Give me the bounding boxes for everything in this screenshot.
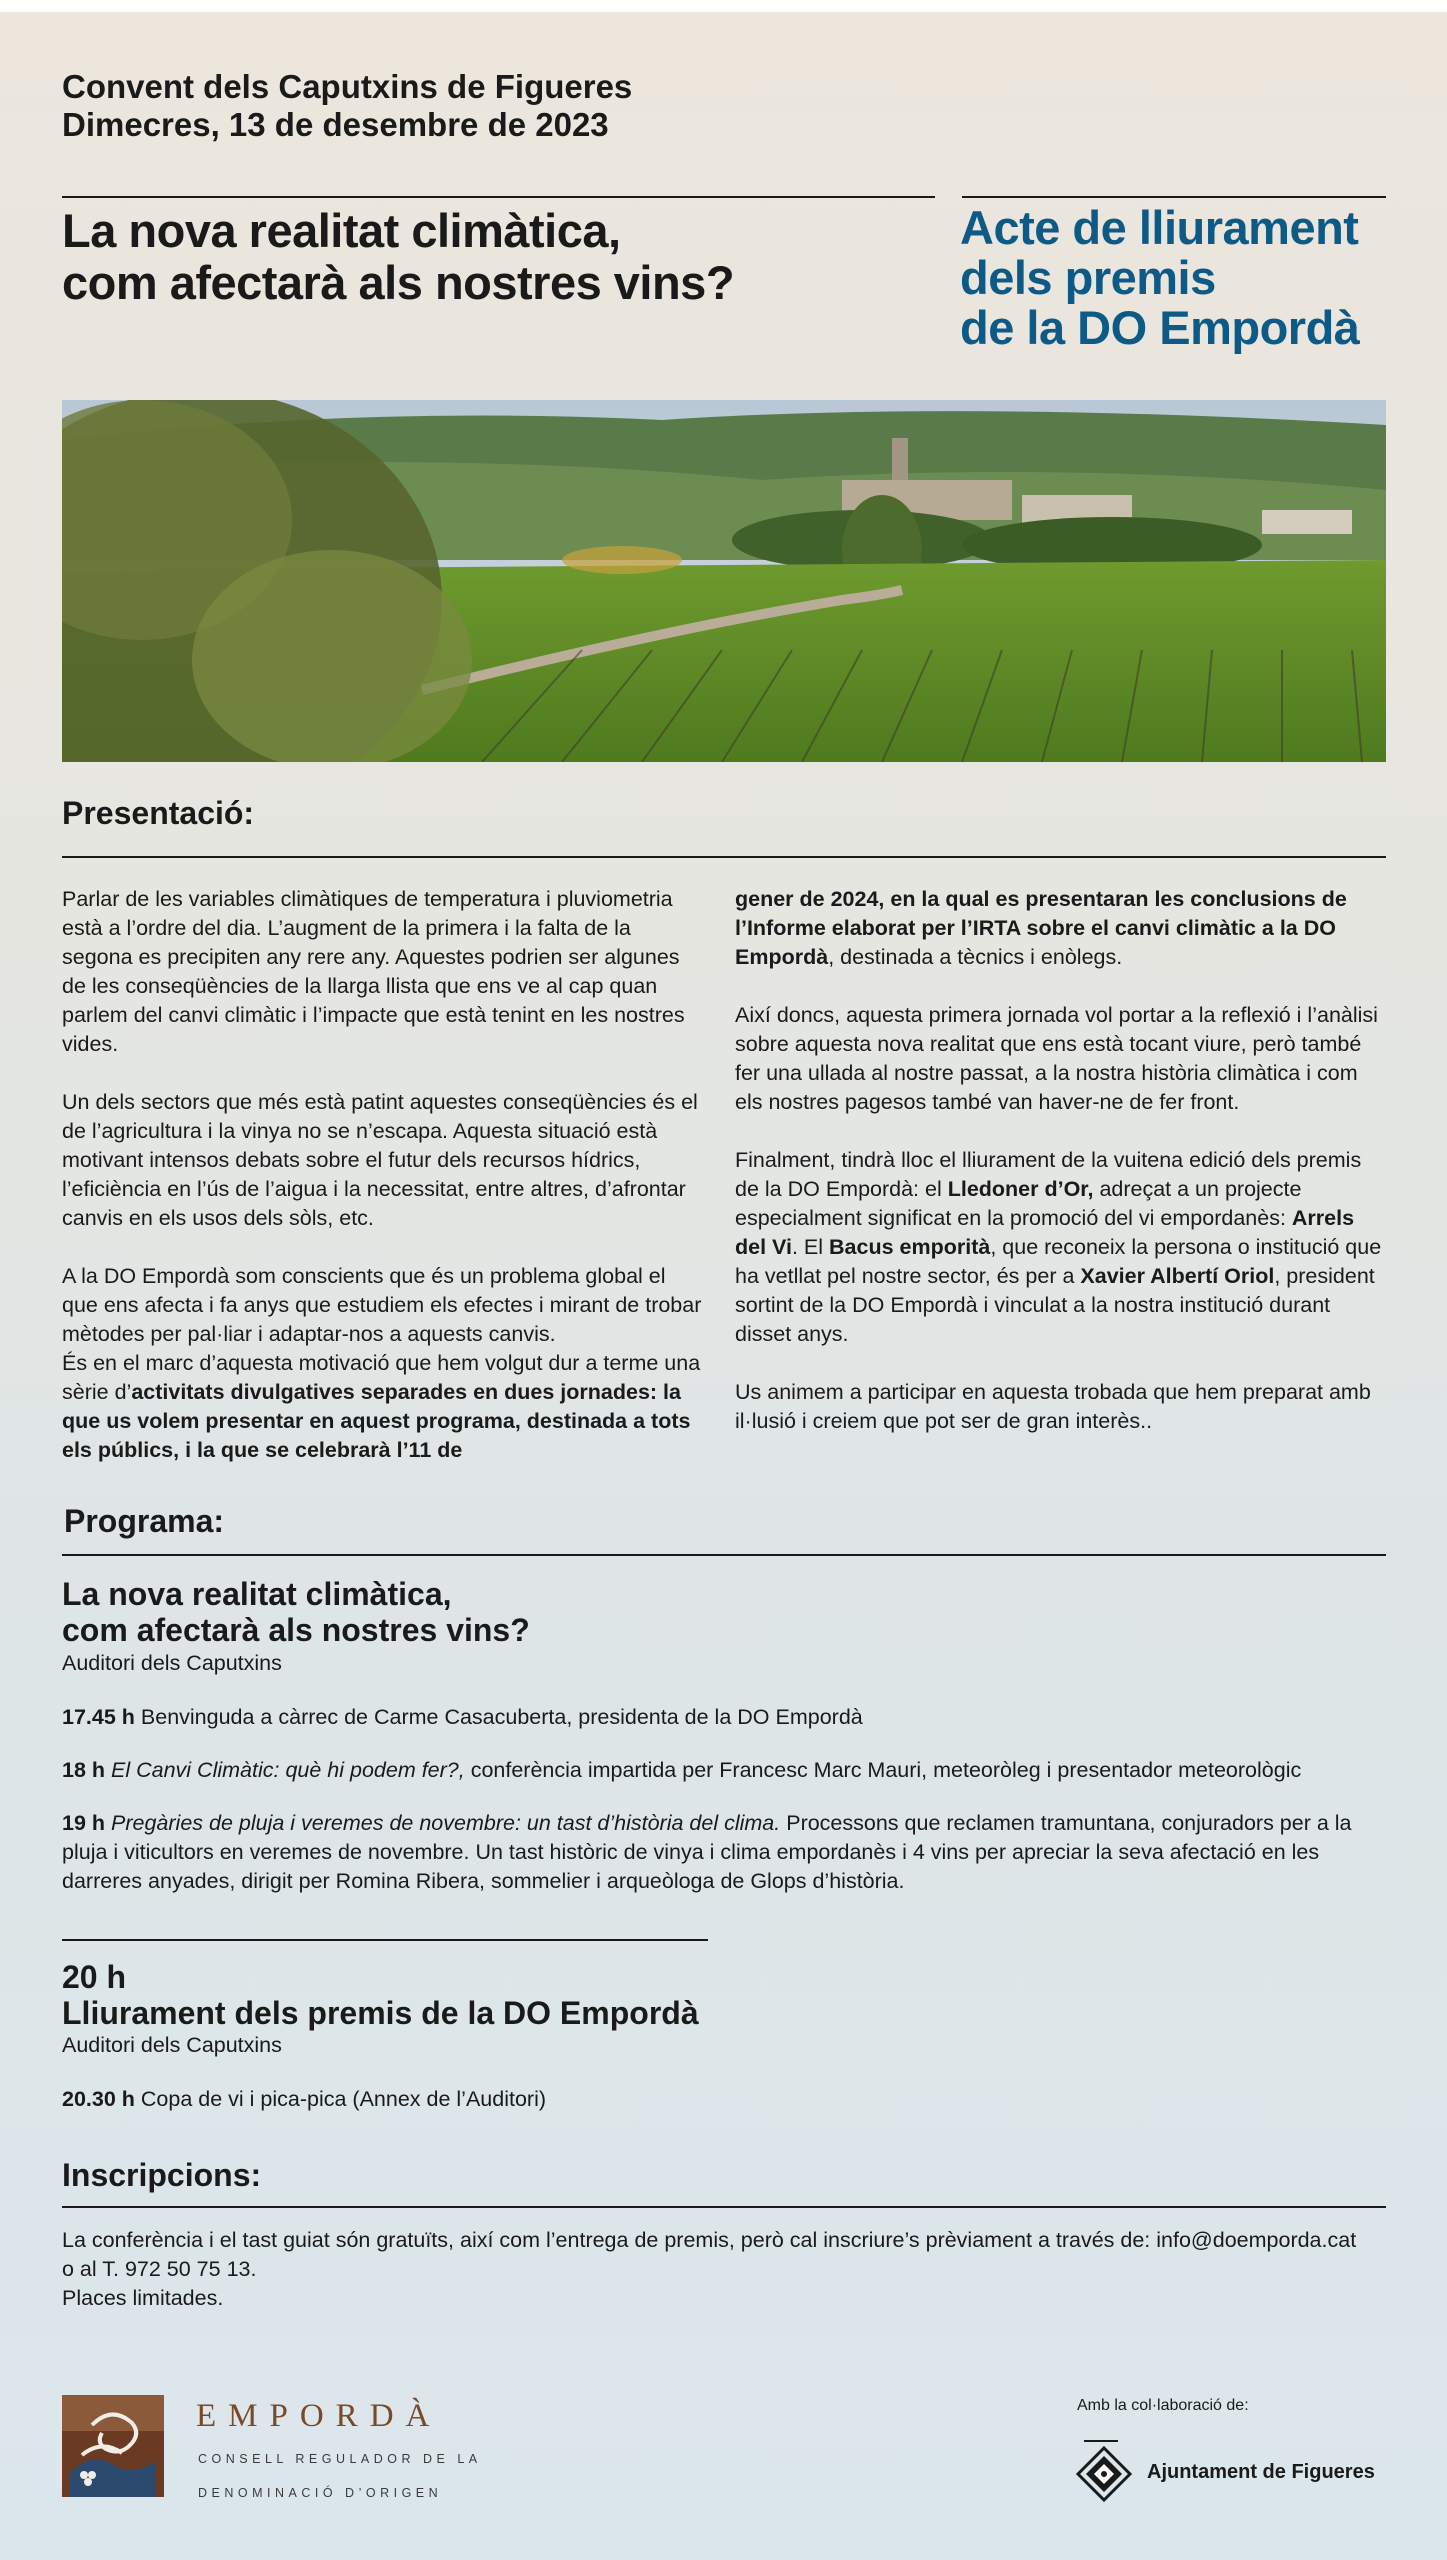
award-winner-arrels: Arrels del Vi xyxy=(735,1206,1355,1259)
awards-title-line: dels premis xyxy=(960,251,1216,304)
collaboration-label: Amb la col·laboració de: xyxy=(1077,2397,1249,2414)
figueres-crest-icon xyxy=(1074,2444,1134,2504)
divider-right xyxy=(962,196,1386,198)
conference-title xyxy=(62,205,734,309)
divider-left xyxy=(62,196,935,198)
presentacio-divider xyxy=(62,856,1386,858)
figueres-crest-drawing xyxy=(1074,2444,1134,2504)
schedule-item xyxy=(62,1756,1392,1785)
inscripcions-text xyxy=(62,2226,1392,2313)
conference-title-line: com afectarà als nostres vins? xyxy=(62,256,735,309)
paragraph xyxy=(735,885,1385,972)
paragraph-text: A la DO Empordà som conscients que és un problema global el que ens afecta i fa anys que estudiem els efectes i mirant de trobar mètodes per pal·liar i adaptar-nos a aquests canvis. xyxy=(62,1264,702,1346)
programa-conference-title xyxy=(62,1576,530,1648)
inscripcions-line: Places limitades. xyxy=(62,2286,224,2310)
event-date: Dimecres, 13 de desembre de 2023 xyxy=(62,106,609,143)
emporda-logo-icon xyxy=(62,2395,164,2497)
schedule-text: Benvinguda a càrrec de Carme Casacuberta, presidenta de la DO Empordà xyxy=(134,1705,863,1729)
schedule-text: Processons que reclamen tramuntana, conjuradors per a la pluja i viticultors en veremes de novembre. Un tast històric de vinya i clima empordanès i 4 vins per apreciar la seva afectació en les darreres anyades, dirigit per Romina Ribera, sommelier i arqueòloga de Glops d’història. xyxy=(62,1811,1352,1893)
award-bacus: Bacus emporità xyxy=(829,1235,991,1259)
programa-title-line: La nova realitat climàtica, xyxy=(62,1576,452,1612)
awards-place: Auditori dels Caputxins xyxy=(62,2033,282,2057)
presentacio-left-column xyxy=(62,885,702,1494)
paragraph-text: És en el marc d’aquesta motivació que hem volgut dur a terme una sèrie d’ xyxy=(62,1351,701,1404)
paragraph: Us animem a participar en aquesta trobada que hem preparat amb il·lusió i creiem que pot ser de gran interès.. xyxy=(735,1380,1371,1433)
paragraph-text: adreçat a un projecte especialment significat en la promoció del vi empordanès: xyxy=(735,1177,1302,1230)
paragraph: Parlar de les variables climàtiques de temperatura i pluviometria està a l’ordre del dia. L’augment de la primera i la falta de la segona es precipiten any rere any. Aquestes podrien ser algunes de les conseqüències de la llarga llista que ens ve al cap quan parlem del canvi climàtic i l’impacte que està tenint en les nostres vides. xyxy=(62,887,685,1056)
presentacio-heading: Presentació: xyxy=(62,795,255,831)
awards-program-title: Lliurament dels premis de la DO Empordà xyxy=(62,1995,699,2031)
venue: Convent dels Caputxins de Figueres xyxy=(62,68,633,105)
ajuntament-figueres: Ajuntament de Figueres xyxy=(1147,2461,1375,2483)
programa-title-line: com afectarà als nostres vins? xyxy=(62,1612,530,1648)
bold-text: activitats divulgatives separades en dues jornades: la que us volem presentar en aquest programa, destinada a tots els públics, i la que se celebrarà l’11 de xyxy=(62,1380,691,1462)
inscripcions-divider xyxy=(62,2206,1386,2208)
schedule-text: conferència impartida per Francesc Marc Mauri, meteoròleg i presentador meteorològic xyxy=(464,1758,1302,1782)
event-venue-date xyxy=(62,68,632,144)
programa-heading: Programa: xyxy=(64,1503,225,1539)
vineyard-photo-illustration xyxy=(62,400,1386,762)
programa-place: Auditori dels Caputxins xyxy=(62,1651,282,1675)
emporda-brand-sub: CONSELL REGULADOR DE LA xyxy=(198,2452,482,2466)
paragraph-text: Finalment, tindrà lloc el lliurament de la vuitena edició dels premis de la DO Empordà: el xyxy=(735,1148,1362,1201)
schedule-item xyxy=(62,1703,1392,1732)
schedule-time: 20.30 h xyxy=(62,2087,135,2111)
award-winner-alberti: Xavier Albertí Oriol xyxy=(1080,1264,1275,1288)
schedule-time: 19 h xyxy=(62,1811,106,1835)
paragraph xyxy=(735,1146,1385,1349)
inscripcions-line: o al T. 972 50 75 13. xyxy=(62,2257,257,2281)
schedule-time: 18 h xyxy=(62,1758,106,1782)
inscripcions-heading: Inscripcions: xyxy=(62,2157,262,2193)
paragraph-text: , president sortint de la DO Empordà i vinculat a la nostra institució durant disset anys. xyxy=(735,1264,1375,1346)
schedule-time: 17.45 h xyxy=(62,1705,135,1729)
schedule-item xyxy=(62,1809,1388,1896)
vineyard-photo xyxy=(62,400,1386,762)
paragraph xyxy=(62,1262,702,1465)
paragraph-text: . El xyxy=(791,1235,830,1259)
paragraph: Així doncs, aquesta primera jornada vol portar a la reflexió i l’anàlisi sobre aquesta nova realitat que ens està tocant viure, però també fer una ullada al nostre passat, a la nostra història climàtica i com els nostres pagesos també van haver-ne de fer front. xyxy=(735,1003,1378,1114)
awards-title xyxy=(960,203,1359,353)
top-band xyxy=(0,0,1447,12)
awards-title-line: de la DO Empordà xyxy=(960,301,1360,354)
emporda-brand: EMPORDÀ xyxy=(196,2398,442,2434)
presentacio-right-column xyxy=(735,885,1385,1465)
emporda-logo-drawing xyxy=(62,2395,164,2497)
paragraph-text: , que reconeix la persona o institució que ha vetllat pel nostre sector, és per a xyxy=(735,1235,1382,1288)
paragraph-text: , destinada a tècnics i enòlegs. xyxy=(828,945,1123,969)
schedule-talk-title: El Canvi Climàtic: què hi podem fer?, xyxy=(111,1758,465,1782)
paragraph: Un dels sectors que més està patint aquestes conseqüències és el de l’agricultura i la vinya no se n’escapa. Aquesta situació està motivant intensos debats sobre el futur dels recursos hídrics, l’eficiència en l’ús de l’aigua i la necessitat, entre altres, d’afrontar canvis en els usos dels sòls, etc. xyxy=(62,1090,698,1230)
awards-time: 20 h xyxy=(62,1959,127,1995)
collab-divider xyxy=(1084,2440,1118,2442)
awards-title-line: Acte de lliurament xyxy=(960,201,1359,254)
bold-text: gener de 2024, en la qual es presentaran les conclusions de l’Informe elaborat per l’IRTA sobre el canvi climàtic a la DO Empordà xyxy=(735,887,1347,969)
inscripcions-line: La conferència i el tast guiat són gratuïts, així com l’entrega de premis, però cal inscriure’s prèviament a través de: info@doemporda.cat xyxy=(62,2228,1357,2252)
schedule-text: Copa de vi i pica-pica (Annex de l’Auditori) xyxy=(134,2087,547,2111)
schedule-item xyxy=(62,2085,1392,2114)
emporda-brand-sub: DENOMINACIÓ D’ORIGEN xyxy=(198,2486,443,2500)
award-lledoner: Lledoner d’Or, xyxy=(947,1177,1094,1201)
programa-divider xyxy=(62,1554,1386,1556)
conference-title-line: La nova realitat climàtica, xyxy=(62,204,621,257)
schedule-talk-title: Pregàries de pluja i veremes de novembre: un tast d’història del clima. xyxy=(111,1811,781,1835)
awards-divider xyxy=(62,1939,708,1941)
